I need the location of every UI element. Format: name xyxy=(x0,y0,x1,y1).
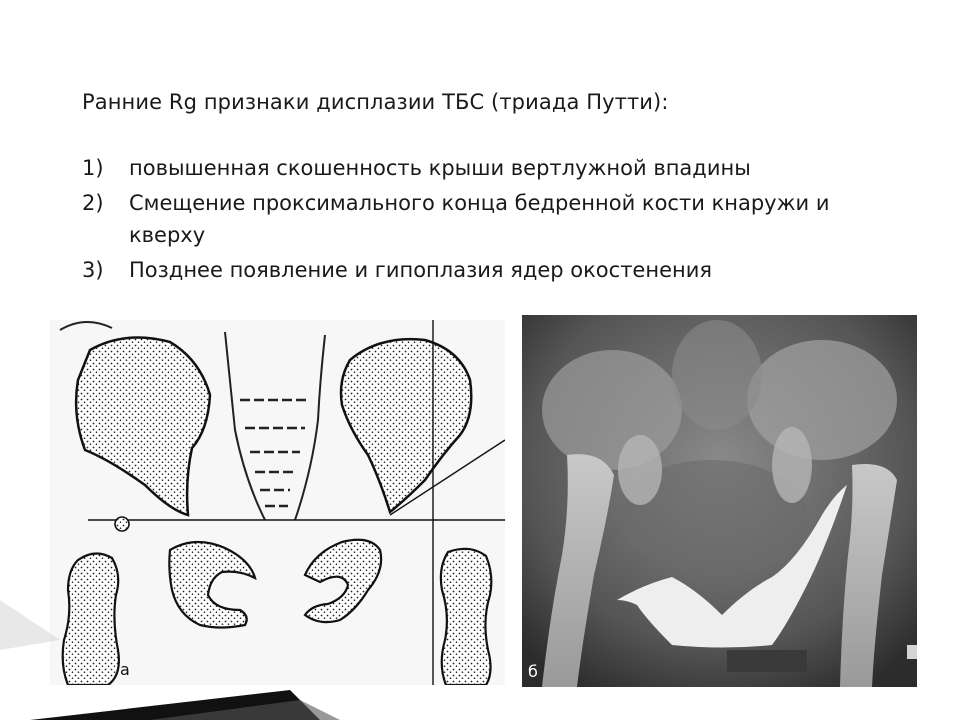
right-femur xyxy=(441,549,491,685)
left-femur xyxy=(63,553,119,685)
criterion-text: повышенная скошенность крыши вертлужной впадины xyxy=(129,156,751,180)
criterion-text: Смещение проксимального конца бедренной кости кнаружи и кверху xyxy=(129,191,830,247)
criterion-text: Позднее появление и гипоплазия ядер окостенения xyxy=(129,258,713,282)
criterion-number: 1) xyxy=(82,156,104,180)
xray-label: б xyxy=(528,662,538,681)
diagram-label: а xyxy=(120,660,130,679)
criterion-number: 2) xyxy=(82,191,104,215)
criteria-list xyxy=(82,152,852,289)
slide-title: Ранние Rg признаки дисплазии ТБС (триада Путти): xyxy=(82,90,669,114)
criterion-item xyxy=(82,152,852,184)
hip-dysplasia-diagram xyxy=(50,320,505,685)
criterion-number: 3) xyxy=(82,258,104,282)
criterion-item xyxy=(82,187,852,251)
xray-image xyxy=(522,315,917,687)
criterion-item xyxy=(82,254,852,286)
